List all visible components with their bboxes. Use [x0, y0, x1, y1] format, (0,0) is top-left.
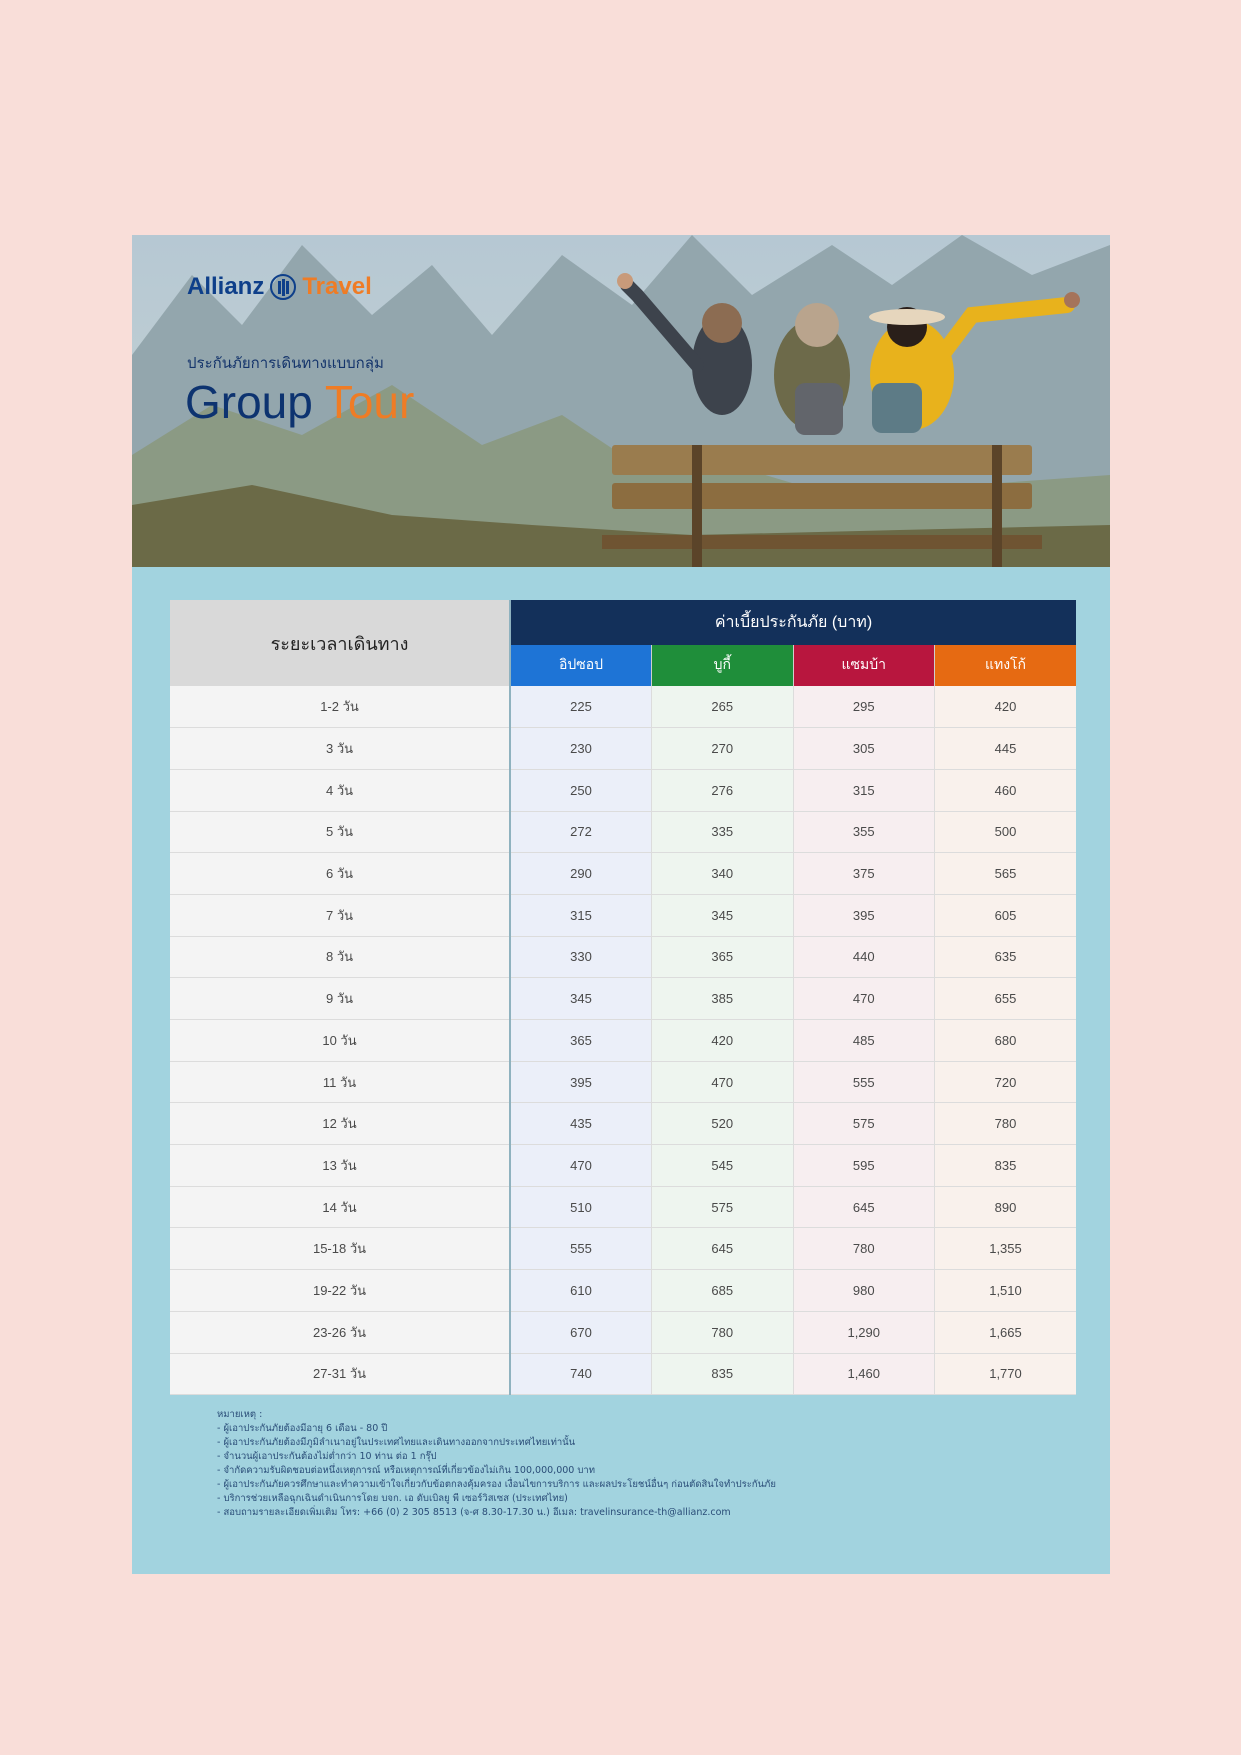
premium-cell: 780 — [935, 1103, 1077, 1145]
premium-cell: 1,510 — [935, 1270, 1077, 1312]
duration-cell: 11 วัน — [170, 1061, 510, 1103]
table-row — [170, 728, 1076, 770]
premium-cell: 470 — [652, 1061, 794, 1103]
premium-cell: 335 — [652, 811, 794, 853]
table-row — [170, 811, 1076, 853]
brand-allianz: Allianz — [187, 273, 265, 300]
notes-title: หมายเหตุ : — [217, 1409, 263, 1420]
premium-cell: 575 — [652, 1186, 794, 1228]
duration-cell: 4 วัน — [170, 769, 510, 811]
premium-cell: 460 — [935, 769, 1077, 811]
premium-cell: 270 — [652, 728, 794, 770]
premium-cell: 645 — [652, 1228, 794, 1270]
duration-cell: 1-2 วัน — [170, 686, 510, 728]
premium-cell: 1,355 — [935, 1228, 1077, 1270]
table-row — [170, 769, 1076, 811]
premium-cell: 575 — [793, 1103, 935, 1145]
premium-cell: 315 — [510, 894, 652, 936]
duration-cell: 3 วัน — [170, 728, 510, 770]
note-item: - สอบถามรายละเอียดเพิ่มเติม โทร: +66 (0) 2 305 8513 (จ-ศ 8.30-17.30 น.) อีเมล: travelinsurance-th@allianz.com — [217, 1506, 1077, 1520]
brochure-card — [132, 235, 1110, 1574]
premium-cell: 670 — [510, 1311, 652, 1353]
premium-cell: 225 — [510, 686, 652, 728]
duration-cell: 13 วัน — [170, 1145, 510, 1187]
premium-cell: 500 — [935, 811, 1077, 853]
premium-cell: 250 — [510, 769, 652, 811]
premium-cell: 835 — [652, 1353, 794, 1395]
table-row — [170, 894, 1076, 936]
premium-cell: 890 — [935, 1186, 1077, 1228]
premium-cell: 395 — [793, 894, 935, 936]
premium-cell: 740 — [510, 1353, 652, 1395]
premium-cell: 276 — [652, 769, 794, 811]
premium-cell: 1,770 — [935, 1353, 1077, 1395]
premium-cell: 685 — [652, 1270, 794, 1312]
premium-cell: 330 — [510, 936, 652, 978]
duration-cell: 6 วัน — [170, 853, 510, 895]
premium-cell: 980 — [793, 1270, 935, 1312]
notes-list — [217, 1422, 1077, 1520]
duration-cell: 7 วัน — [170, 894, 510, 936]
hero-banner — [132, 235, 1110, 567]
title-group: Group — [185, 376, 313, 428]
premium-cell: 305 — [793, 728, 935, 770]
premium-cell: 470 — [793, 978, 935, 1020]
table-row — [170, 853, 1076, 895]
premium-cell: 635 — [935, 936, 1077, 978]
page-title — [185, 375, 414, 429]
premium-cell: 555 — [510, 1228, 652, 1270]
table-row — [170, 1186, 1076, 1228]
premium-cell: 485 — [793, 1020, 935, 1062]
duration-cell: 14 วัน — [170, 1186, 510, 1228]
premium-cell: 395 — [510, 1061, 652, 1103]
duration-cell: 10 วัน — [170, 1020, 510, 1062]
premium-cell: 565 — [935, 853, 1077, 895]
note-item: - ผู้เอาประกันภัยควรศึกษาและทำความเข้าใจเกี่ยวกับข้อตกลงคุ้มครอง เงื่อนไขการบริการ และผลประโยชน์อื่นๆ ก่อนตัดสินใจทำประกันภัย — [217, 1478, 1077, 1492]
table-row — [170, 978, 1076, 1020]
premium-cell: 345 — [652, 894, 794, 936]
note-item: - บริการช่วยเหลือฉุกเฉินดำเนินการโดย บจก. เอ ดับเบิลยู พี เซอร์วิสเซส (ประเทศไทย) — [217, 1492, 1077, 1506]
table-row — [170, 686, 1076, 728]
premium-cell: 365 — [510, 1020, 652, 1062]
brand-travel: Travel — [302, 273, 372, 300]
allianz-eagle-icon — [270, 274, 296, 300]
duration-cell: 5 วัน — [170, 811, 510, 853]
premium-cell: 520 — [652, 1103, 794, 1145]
table-row — [170, 1145, 1076, 1187]
premium-cell: 365 — [652, 936, 794, 978]
notes-section — [217, 1408, 1077, 1520]
premium-cell: 375 — [793, 853, 935, 895]
premium-cell: 470 — [510, 1145, 652, 1187]
premium-cell: 555 — [793, 1061, 935, 1103]
plan-header-boogie: บูกี้ — [652, 645, 794, 686]
premium-cell: 340 — [652, 853, 794, 895]
premium-cell: 420 — [652, 1020, 794, 1062]
premium-cell: 1,290 — [793, 1311, 935, 1353]
premium-cell: 720 — [935, 1061, 1077, 1103]
premium-cell: 445 — [935, 728, 1077, 770]
premium-cell: 385 — [652, 978, 794, 1020]
premium-cell: 655 — [935, 978, 1077, 1020]
table-row — [170, 1103, 1076, 1145]
premium-cell: 610 — [510, 1270, 652, 1312]
rate-table-body — [170, 686, 1076, 1395]
premium-cell: 230 — [510, 728, 652, 770]
note-item: - ผู้เอาประกันภัยต้องมีอายุ 6 เดือน - 80 ปี — [217, 1422, 1077, 1436]
premium-cell: 510 — [510, 1186, 652, 1228]
note-item: - จำนวนผู้เอาประกันต้องไม่ต่ำกว่า 10 ท่าน ต่อ 1 กรุ๊ป — [217, 1450, 1077, 1464]
premium-column-header: ค่าเบี้ยประกันภัย (บาท) — [510, 600, 1076, 645]
duration-cell: 19-22 วัน — [170, 1270, 510, 1312]
premium-cell: 295 — [793, 686, 935, 728]
premium-cell: 272 — [510, 811, 652, 853]
duration-cell: 27-31 วัน — [170, 1353, 510, 1395]
table-row — [170, 936, 1076, 978]
duration-cell: 8 วัน — [170, 936, 510, 978]
premium-cell: 355 — [793, 811, 935, 853]
premium-cell: 1,665 — [935, 1311, 1077, 1353]
premium-cell: 780 — [652, 1311, 794, 1353]
premium-cell: 290 — [510, 853, 652, 895]
allianz-travel-logo — [187, 273, 372, 301]
duration-cell: 23-26 วัน — [170, 1311, 510, 1353]
plan-header-tango: แทงโก้ — [935, 645, 1077, 686]
premium-cell: 605 — [935, 894, 1077, 936]
premium-cell: 780 — [793, 1228, 935, 1270]
note-item: - จำกัดความรับผิดชอบต่อหนึ่งเหตุการณ์ หรือเหตุการณ์ที่เกี่ยวข้องไม่เกิน 100,000,000 บาท — [217, 1464, 1077, 1478]
premium-cell: 680 — [935, 1020, 1077, 1062]
duration-column-header: ระยะเวลาเดินทาง — [170, 600, 510, 686]
title-tour: Tour — [324, 376, 415, 428]
premium-cell: 595 — [793, 1145, 935, 1187]
premium-cell: 345 — [510, 978, 652, 1020]
plan-header-hip-hop: อิปซอป — [510, 645, 652, 686]
premium-cell: 835 — [935, 1145, 1077, 1187]
duration-cell: 12 วัน — [170, 1103, 510, 1145]
premium-cell: 315 — [793, 769, 935, 811]
premium-cell: 1,460 — [793, 1353, 935, 1395]
subtitle-thai: ประกันภัยการเดินทางแบบกลุ่ม — [187, 354, 384, 372]
note-item: - ผู้เอาประกันภัยต้องมีภูมิลำเนาอยู่ในประเทศไทยและเดินทางออกจากประเทศไทยเท่านั้น — [217, 1436, 1077, 1450]
duration-cell: 9 วัน — [170, 978, 510, 1020]
duration-cell: 15-18 วัน — [170, 1228, 510, 1270]
table-row — [170, 1020, 1076, 1062]
premium-rate-table — [170, 600, 1076, 1395]
premium-cell: 265 — [652, 686, 794, 728]
premium-cell: 420 — [935, 686, 1077, 728]
table-row — [170, 1270, 1076, 1312]
table-row — [170, 1228, 1076, 1270]
premium-cell: 440 — [793, 936, 935, 978]
plan-header-samba: แซมบ้า — [793, 645, 935, 686]
table-row — [170, 1311, 1076, 1353]
table-row — [170, 1353, 1076, 1395]
table-row — [170, 1061, 1076, 1103]
premium-cell: 435 — [510, 1103, 652, 1145]
premium-cell: 545 — [652, 1145, 794, 1187]
premium-cell: 645 — [793, 1186, 935, 1228]
